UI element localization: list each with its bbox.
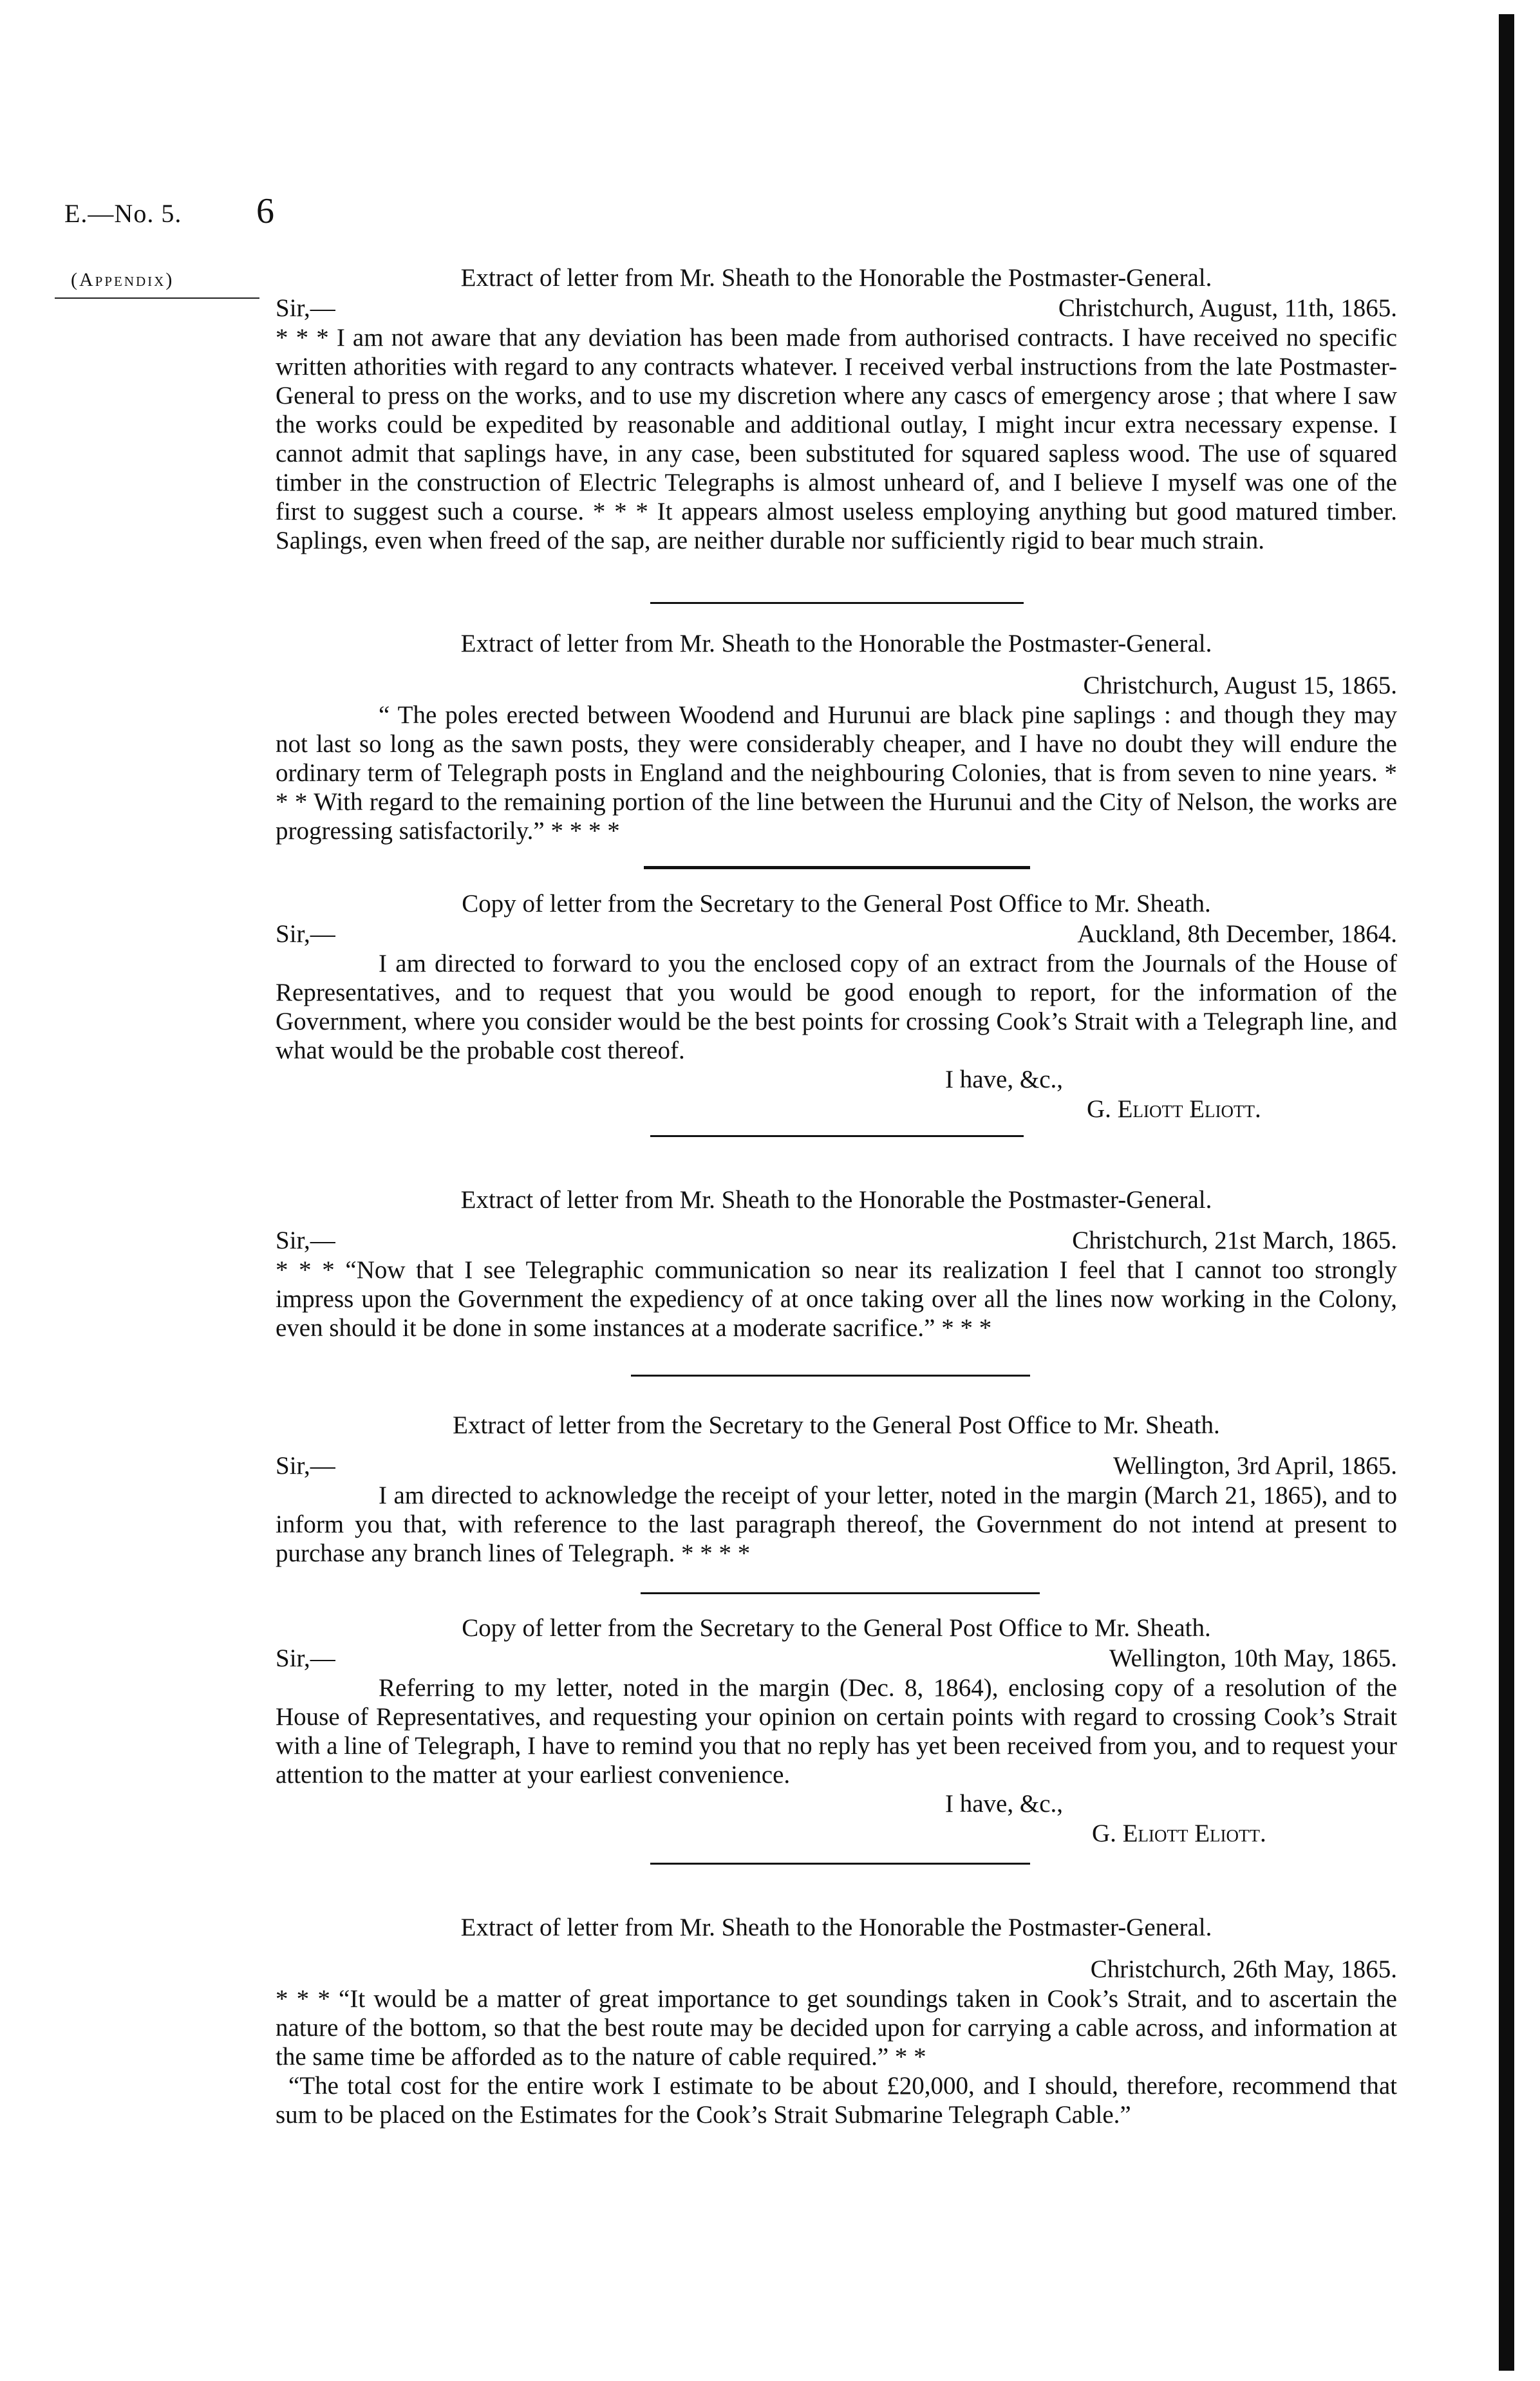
letter-section-4 — [276, 1185, 1397, 1342]
letter-body: * * * “It would be a matter of great importance to get soundings taken in Cook’s Strait, and to ascertain the nature of the bottom, so that the best route may be decided upon for carrying a cable across, and information at the same time be afforded as to the nature of cable required.” * * — [276, 1985, 1397, 2071]
closing: I have, &c., — [945, 1790, 1064, 1818]
place-date: Christchurch, 26th May, 1865. — [1090, 1955, 1397, 1983]
page-number: 6 — [256, 191, 274, 231]
letter-body: I am directed to acknowledge the receipt of your letter, noted in the margin (March 21, 1865), and to inform you that, with reference to the last paragraph thereof, the Government do not intend at present to purchase any branch lines of Telegraph. * * * * — [276, 1482, 1397, 1567]
letter-body: * * * I am not aware that any deviation has been made from authorised contracts. I have received no specific written athorities with regard to any contracts whatever. I received verbal instructions from the late Postmaster-General to press on the works, and to use my discretion where any cascs of emergency arose ; that where I saw the works could be expedited by reasonable and additional outlay, I might incur extra necessary expense. I cannot admit that saplings have, in any case, been substituted for squared sapless wood. The use of squared timber in the construction of Electric Telegraphs is almost unheard of, and I believe I myself was one of the first to suggest such a course. * * * It appears almost useless employing anything but good matured timber. Saplings, even when freed of the sap, are neither durable nor sufficiently rigid to bear much strain. — [276, 324, 1397, 554]
place-date: Christchurch, August 15, 1865. — [1083, 672, 1397, 699]
letter-body: Referring to my letter, noted in the margin (Dec. 8, 1864), enclosing copy of a resolution of the House of Representatives, and requesting your opinion on certain points with regard to crossing Cook’s Strait with a line of Telegraph, I have to remind you that no reply has yet been received from you, and to request your attention to the matter at your earliest convenience. — [276, 1674, 1397, 1789]
salutation: Sir,— — [276, 1452, 335, 1480]
letter-title: Extract of letter from Mr. Sheath to the Honorable the Postmaster-General. — [460, 264, 1212, 292]
section-divider — [644, 866, 1030, 869]
margin-rule — [55, 297, 259, 299]
salutation: Sir,— — [276, 294, 335, 322]
letter-body: “ The poles erected between Woodend and Hurunui are black pine saplings : and though they may not last so long as the sawn posts, they were considerably cheaper, and I have no doubt they will endure the ordinary term of Telegraph posts in England and the neighbouring Colonies, that is from seven to nine years. * * * With regard to the remaining portion of the line between the Hurunui and the City of Nelson, the works are progressing satisfactorily.” * * * * — [276, 701, 1397, 845]
letter-body: * * * “Now that I see Telegraphic communication so near its realization I feel that I cannot too strongly impress upon the Government the expediency of at once taking over all the lines now working in the Colony, even should it be done in some instances at a moderate sacrifice.” * * * — [276, 1256, 1397, 1342]
section-divider — [650, 602, 1024, 604]
section-divider — [631, 1375, 1030, 1377]
letter-title: Copy of letter from the Secretary to the General Post Office to Mr. Sheath. — [462, 890, 1211, 918]
place-date: Christchurch, August, 11th, 1865. — [1058, 294, 1397, 322]
letter-section-2 — [276, 628, 1397, 845]
section-divider — [650, 1863, 1030, 1865]
salutation: Sir,— — [276, 1644, 335, 1672]
place-date: Christchurch, 21st March, 1865. — [1072, 1227, 1397, 1254]
letter-section-1 — [276, 263, 1397, 555]
section-divider — [650, 1135, 1024, 1137]
salutation: Sir,— — [276, 920, 335, 948]
place-date: Auckland, 8th December, 1864. — [1077, 920, 1397, 948]
place-date: Wellington, 10th May, 1865. — [1109, 1644, 1397, 1672]
letter-section-3 — [276, 889, 1397, 1124]
letter-title: Extract of letter from Mr. Sheath to the Honorable the Postmaster-General. — [460, 1914, 1212, 1941]
letter-section-5 — [276, 1410, 1397, 1568]
signature: G. Eliott Eliott. — [1087, 1095, 1261, 1123]
letter-title: Extract of letter from Mr. Sheath to the Honorable the Postmaster-General. — [460, 1186, 1212, 1214]
letter-title: Copy of letter from the Secretary to the General Post Office to Mr. Sheath. — [462, 1614, 1211, 1642]
salutation: Sir,— — [276, 1227, 335, 1254]
letter-body-continued: “The total cost for the entire work I estimate to be about £20,000, and I should, therefore, recommend that sum to be placed on the Estimates for the Cook’s Strait Submarine Telegraph Cable.” — [276, 2072, 1397, 2129]
letter-title: Extract of letter from the Secretary to the General Post Office to Mr. Sheath. — [453, 1411, 1220, 1439]
margin-note: (Appendix) — [71, 269, 174, 290]
letter-title: Extract of letter from Mr. Sheath to the Honorable the Postmaster-General. — [460, 630, 1212, 657]
page-edge-bar — [1499, 14, 1514, 2371]
signature: G. Eliott Eliott. — [1092, 1820, 1266, 1847]
letter-section-6 — [276, 1613, 1397, 1849]
letter-section-7 — [276, 1912, 1397, 2129]
section-divider — [641, 1592, 1040, 1594]
place-date: Wellington, 3rd April, 1865. — [1113, 1452, 1397, 1480]
document-reference: E.—No. 5. — [64, 199, 182, 228]
letter-body: I am directed to forward to you the enclosed copy of an extract from the Journals of the House of Representatives, and to request that you would be good enough to report, for the information of the Government, where you consider would be the best points for crossing Cook’s Strait with a Telegraph line, and what would be the probable cost thereof. — [276, 950, 1397, 1064]
closing: I have, &c., — [945, 1066, 1064, 1093]
